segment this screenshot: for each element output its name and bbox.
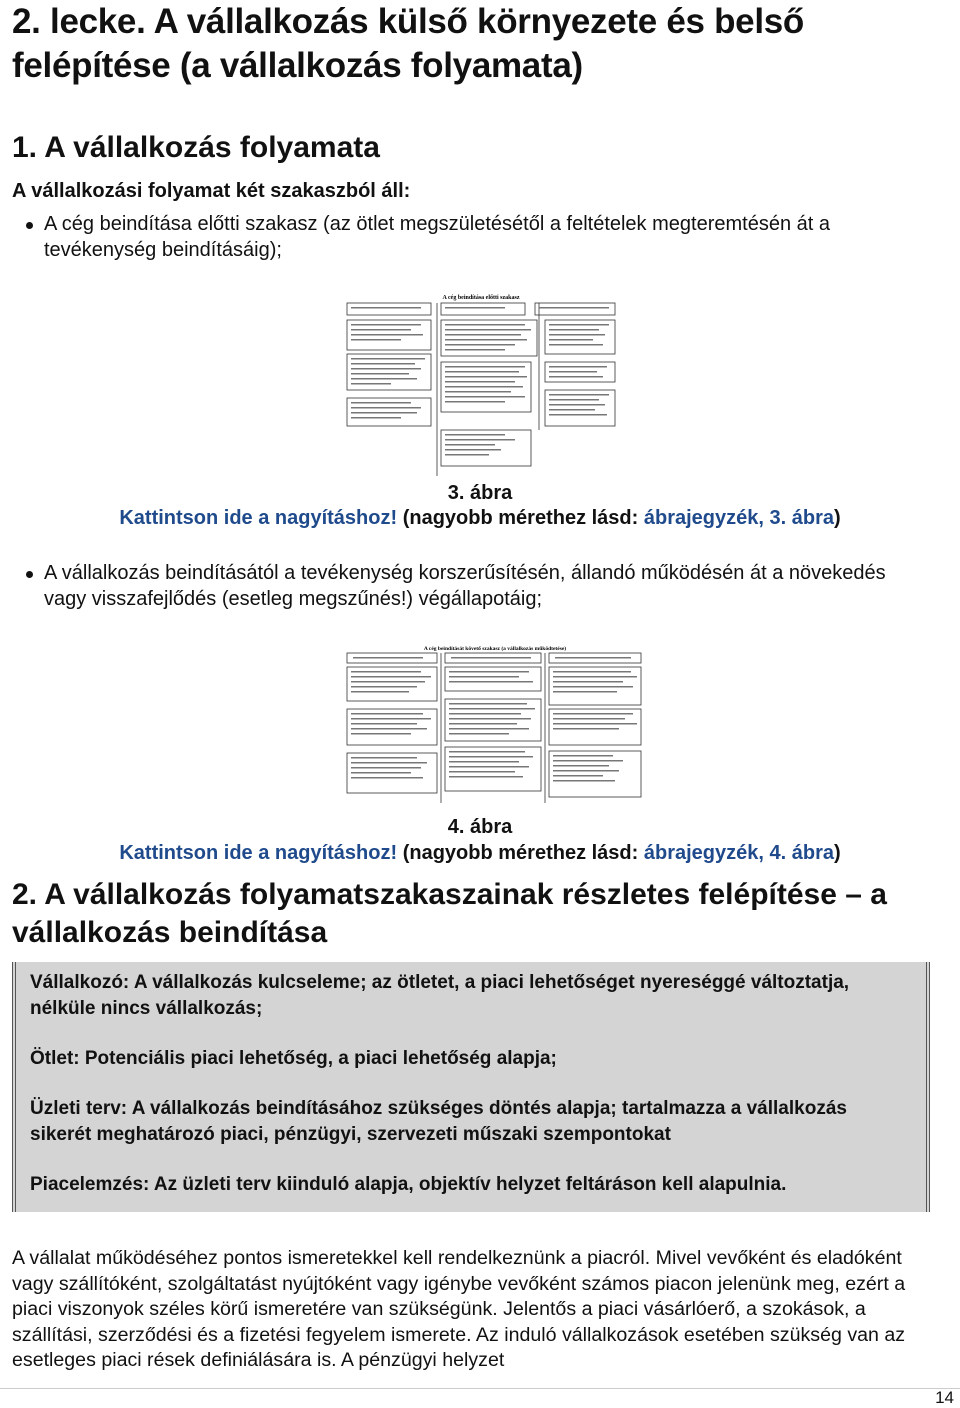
section-heading-2: 2. A vállalkozás folyamatszakaszainak részletes felépítése – a vállalkozás beindítása (12, 878, 887, 949)
bullet-list-2 (12, 560, 932, 612)
figure-3-caption (0, 505, 960, 531)
figure-3-zoom-link[interactable]: Kattintson ide a nagyításhoz! (119, 507, 398, 529)
body-paragraph: A vállalat működéséhez pontos ismeretekkel kell rendelkeznünk a piacról. Mivel vevőként és eladóként vagy szállítóként, szolgáltatást nyújtóként vagy igénybe vevőként számos piacon jelenünk meg, ezért a piaci viszonyok széles körű ismeretére van szükségünk. Jelentős a piaci vásárlóerő, a szokások, a szállítási, szerződési és a fizetési fegyelem ismerete. Az induló vállalkozások esetében szükség van az esetleges piaci rések definiálására is. A pénzügyi helyzet (12, 1247, 906, 1371)
figure-4-title: A cég beindítását követő szakasz (a vállalkozás működtetése) (423, 646, 567, 652)
definition-entrepreneur: Vállalkozó: A vállalkozás kulcseleme; az ötletet, a piaci lehetőséget nyereséggé változtatja, nélküle nincs vállalkozás; (30, 972, 850, 1019)
figure-3-label: 3. ábra (447, 482, 513, 504)
intro-text: A vállalkozási folyamat két szakaszból áll: (12, 180, 411, 202)
figure-3-note-suffix: ) (833, 507, 841, 529)
bullet-icon (26, 571, 33, 578)
definition-idea: Ötlet: Potenciális piaci lehetőség, a piaci lehetőség alapja; (30, 1048, 557, 1069)
figure-3-diagram (345, 290, 617, 476)
definition-business-plan: Üzleti terv: A vállalkozás beindításához szükséges döntés alapja; tartalmazza a vállalkozás sikerét meghatározó piaci, pénzügyi, szervezeti műszaki szempontokat (30, 1098, 847, 1145)
figure-3-image[interactable] (345, 290, 617, 476)
definition-market-analysis: Piacelemzés: Az üzleti terv kiinduló alapja, objektív helyzet feltáráson kell alapulnia. (30, 1174, 787, 1195)
definition-box (12, 962, 930, 1212)
figure-3-title: A cég beindítása előtti szakasz (442, 295, 520, 301)
figure-4-label: 4. ábra (447, 816, 513, 838)
figure-4-note-suffix: ) (833, 842, 841, 864)
list-item (12, 560, 932, 612)
footer-divider (0, 1388, 960, 1389)
figure-4-zoom-link[interactable]: Kattintson ide a nagyításhoz! (119, 842, 398, 864)
page-number: 14 (935, 1388, 954, 1407)
lesson-title: 2. lecke. A vállalkozás külső környezete és belső felépítése (a vállalkozás folyamata) (12, 2, 805, 85)
figure-4-diagram (345, 643, 643, 805)
bullet-icon (26, 222, 33, 229)
figure-4-caption (0, 840, 960, 866)
figure-4-note-prefix: (nagyobb mérethez lásd: (397, 842, 644, 864)
figure-4-list-link[interactable]: ábrajegyzék, 4. ábra (643, 842, 834, 864)
list-item (12, 211, 932, 263)
bullet-text: A vállalkozás beindításától a tevékenység korszerűsítésén, állandó működésén át a növekedés vagy visszafejlődés (esetleg megszűnés!) végállapotáig; (44, 562, 886, 610)
bullet-text: A cég beindítása előtti szakasz (az ötlet megszületésétől a feltételek megteremtésén át a tevékenység beindításáig); (44, 213, 830, 261)
bullet-list-1 (12, 211, 932, 263)
figure-3-list-link[interactable]: ábrajegyzék, 3. ábra (643, 507, 834, 529)
section-heading-1: 1. A vállalkozás folyamata (12, 131, 380, 164)
figure-4-image[interactable] (345, 643, 643, 805)
figure-3-note-prefix: (nagyobb mérethez lásd: (397, 507, 644, 529)
